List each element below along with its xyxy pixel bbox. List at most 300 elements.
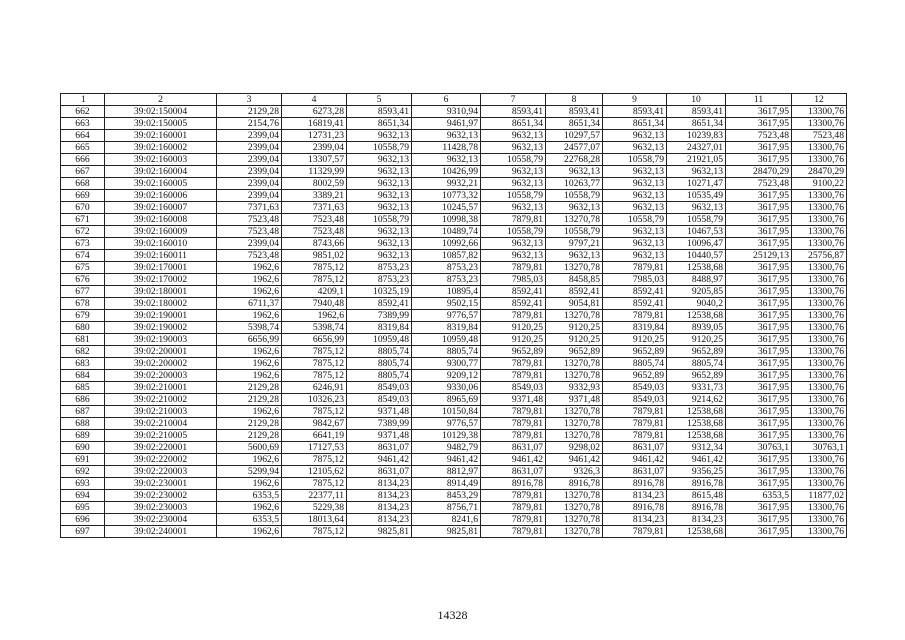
value-cell: 8592,41 (603, 286, 667, 298)
value-cell: 9776,57 (412, 418, 481, 430)
value-cell: 8134,23 (667, 514, 726, 526)
header-row (61, 94, 847, 106)
table-row (61, 322, 847, 334)
value-cell: 3617,95 (726, 466, 792, 478)
cadastral-code-cell: 39:02:200003 (105, 370, 217, 382)
value-cell: 9632,13 (347, 190, 412, 202)
value-cell: 9461,42 (667, 454, 726, 466)
value-cell: 9652,89 (546, 346, 603, 358)
value-cell: 3617,95 (726, 202, 792, 214)
table-row (61, 298, 847, 310)
table-row (61, 166, 847, 178)
cadastral-code-cell: 39:02:180002 (105, 298, 217, 310)
column-header: 8 (546, 94, 603, 106)
value-cell: 10245,57 (412, 202, 481, 214)
value-cell: 1962,6 (217, 286, 282, 298)
value-cell: 4209,1 (282, 286, 347, 298)
value-cell: 9632,13 (603, 250, 667, 262)
value-cell: 7875,12 (282, 454, 347, 466)
row-number-cell: 670 (61, 202, 105, 214)
value-cell: 3617,95 (726, 370, 792, 382)
value-cell: 13300,76 (792, 394, 847, 406)
row-number-cell: 694 (61, 490, 105, 502)
data-table (60, 93, 847, 538)
value-cell: 2399,04 (217, 178, 282, 190)
cadastral-code-cell: 39:02:160003 (105, 154, 217, 166)
value-cell: 9214,62 (667, 394, 726, 406)
value-cell: 9652,89 (481, 346, 546, 358)
column-header: 9 (603, 94, 667, 106)
value-cell: 3617,95 (726, 118, 792, 130)
value-cell: 9632,13 (603, 142, 667, 154)
cadastral-code-cell: 39:02:210004 (105, 418, 217, 430)
value-cell: 24327,01 (667, 142, 726, 154)
row-number-cell: 677 (61, 286, 105, 298)
column-header: 2 (105, 94, 217, 106)
value-cell: 13300,76 (792, 202, 847, 214)
value-cell: 7875,12 (282, 526, 347, 538)
value-cell: 8916,78 (667, 478, 726, 490)
value-cell: 10263,77 (546, 178, 603, 190)
value-cell: 8549,03 (603, 382, 667, 394)
value-cell: 8805,74 (347, 346, 412, 358)
value-cell: 7523,48 (217, 226, 282, 238)
value-cell: 9632,13 (347, 226, 412, 238)
value-cell: 9461,42 (481, 454, 546, 466)
value-cell: 12538,68 (667, 418, 726, 430)
value-cell: 1962,6 (282, 310, 347, 322)
value-cell: 10096,47 (667, 238, 726, 250)
value-cell: 8593,41 (603, 106, 667, 118)
value-cell: 21921,05 (667, 154, 726, 166)
value-cell: 9632,13 (481, 166, 546, 178)
value-cell: 10992,66 (412, 238, 481, 250)
value-cell: 8916,78 (667, 502, 726, 514)
value-cell: 7985,03 (603, 274, 667, 286)
cadastral-code-cell: 39:02:160009 (105, 226, 217, 238)
value-cell: 3617,95 (726, 430, 792, 442)
row-number-cell: 663 (61, 118, 105, 130)
value-cell: 8134,23 (603, 514, 667, 526)
row-number-cell: 668 (61, 178, 105, 190)
value-cell: 9632,13 (347, 202, 412, 214)
value-cell: 3617,95 (726, 382, 792, 394)
value-cell: 13270,78 (546, 310, 603, 322)
value-cell: 7523,48 (792, 130, 847, 142)
value-cell: 8805,74 (603, 358, 667, 370)
value-cell: 9632,13 (412, 130, 481, 142)
cadastral-code-cell: 39:02:210002 (105, 394, 217, 406)
value-cell: 6656,99 (217, 334, 282, 346)
value-cell: 6353,5 (217, 490, 282, 502)
table-row (61, 442, 847, 454)
value-cell: 8805,74 (412, 346, 481, 358)
value-cell: 11877,02 (792, 490, 847, 502)
cadastral-code-cell: 39:02:200002 (105, 358, 217, 370)
value-cell: 9332,93 (546, 382, 603, 394)
value-cell: 9209,12 (412, 370, 481, 382)
value-cell: 7879,81 (481, 430, 546, 442)
value-cell: 3617,95 (726, 298, 792, 310)
table-row (61, 490, 847, 502)
table-row (61, 454, 847, 466)
value-cell: 10467,53 (667, 226, 726, 238)
value-cell: 8756,71 (412, 502, 481, 514)
value-cell: 13270,78 (546, 418, 603, 430)
value-cell: 13300,76 (792, 190, 847, 202)
value-cell: 8593,41 (667, 106, 726, 118)
value-cell: 13300,76 (792, 526, 847, 538)
value-cell: 8593,41 (481, 106, 546, 118)
value-cell: 8592,41 (481, 298, 546, 310)
value-cell: 12731,23 (282, 130, 347, 142)
value-cell: 13300,76 (792, 298, 847, 310)
value-cell: 1962,6 (217, 262, 282, 274)
value-cell: 8134,23 (347, 478, 412, 490)
value-cell: 1962,6 (217, 310, 282, 322)
value-cell: 8592,41 (546, 286, 603, 298)
value-cell: 8753,23 (412, 274, 481, 286)
value-cell: 2129,28 (217, 430, 282, 442)
value-cell: 13300,76 (792, 514, 847, 526)
value-cell: 10558,79 (481, 154, 546, 166)
value-cell: 13300,76 (792, 430, 847, 442)
value-cell: 28470,29 (792, 166, 847, 178)
table-row (61, 178, 847, 190)
value-cell: 6246,91 (282, 382, 347, 394)
table-row (61, 214, 847, 226)
value-cell: 9632,13 (546, 166, 603, 178)
value-cell: 7879,81 (481, 502, 546, 514)
value-cell: 10426,99 (412, 166, 481, 178)
value-cell: 7879,81 (603, 526, 667, 538)
value-cell: 8965,69 (412, 394, 481, 406)
table-row (61, 346, 847, 358)
value-cell: 10895,4 (412, 286, 481, 298)
row-number-cell: 667 (61, 166, 105, 178)
value-cell: 11428,78 (412, 142, 481, 154)
value-cell: 2399,04 (217, 190, 282, 202)
value-cell: 9632,13 (667, 166, 726, 178)
value-cell: 8651,34 (347, 118, 412, 130)
value-cell: 9632,13 (481, 142, 546, 154)
row-number-cell: 692 (61, 466, 105, 478)
value-cell: 9461,42 (347, 454, 412, 466)
value-cell: 3617,95 (726, 526, 792, 538)
value-cell: 1962,6 (217, 370, 282, 382)
cadastral-code-cell: 39:02:210005 (105, 430, 217, 442)
value-cell: 10271,47 (667, 178, 726, 190)
value-cell: 5229,38 (282, 502, 347, 514)
value-cell: 3617,95 (726, 394, 792, 406)
table-row (61, 274, 847, 286)
table-row (61, 526, 847, 538)
value-cell: 8593,41 (546, 106, 603, 118)
value-cell: 3617,95 (726, 142, 792, 154)
table-row (61, 226, 847, 238)
cadastral-code-cell: 39:02:240001 (105, 526, 217, 538)
value-cell: 5600,69 (217, 442, 282, 454)
cadastral-code-cell: 39:02:230001 (105, 478, 217, 490)
value-cell: 7879,81 (481, 370, 546, 382)
value-cell: 9797,21 (546, 238, 603, 250)
value-cell: 25129,13 (726, 250, 792, 262)
cadastral-code-cell: 39:02:220002 (105, 454, 217, 466)
value-cell: 9120,25 (546, 334, 603, 346)
cadastral-code-cell: 39:02:160007 (105, 202, 217, 214)
cadastral-code-cell: 39:02:160011 (105, 250, 217, 262)
value-cell: 7875,12 (282, 370, 347, 382)
value-cell: 5398,74 (282, 322, 347, 334)
value-cell: 2399,04 (217, 154, 282, 166)
value-cell: 7875,12 (282, 262, 347, 274)
value-cell: 7371,63 (282, 202, 347, 214)
value-cell: 13300,76 (792, 466, 847, 478)
value-cell: 7879,81 (481, 418, 546, 430)
row-number-cell: 695 (61, 502, 105, 514)
cadastral-code-cell: 39:02:160002 (105, 142, 217, 154)
value-cell: 10558,79 (347, 142, 412, 154)
value-cell: 9652,89 (667, 370, 726, 382)
value-cell: 8134,23 (347, 490, 412, 502)
value-cell: 10558,79 (667, 214, 726, 226)
table-row (61, 358, 847, 370)
value-cell: 8753,23 (412, 262, 481, 274)
value-cell: 7879,81 (481, 310, 546, 322)
value-cell: 6641,19 (282, 430, 347, 442)
value-cell: 3617,95 (726, 478, 792, 490)
table-row (61, 286, 847, 298)
value-cell: 9632,13 (667, 202, 726, 214)
row-number-cell: 662 (61, 106, 105, 118)
value-cell: 7523,48 (217, 250, 282, 262)
value-cell: 3617,95 (726, 262, 792, 274)
table-row (61, 262, 847, 274)
value-cell: 30763,1 (726, 442, 792, 454)
value-cell: 9632,13 (481, 202, 546, 214)
cadastral-code-cell: 39:02:160006 (105, 190, 217, 202)
value-cell: 8241,6 (412, 514, 481, 526)
value-cell: 7389,99 (347, 418, 412, 430)
row-number-cell: 673 (61, 238, 105, 250)
value-cell: 8549,03 (347, 394, 412, 406)
value-cell: 28470,29 (726, 166, 792, 178)
value-cell: 8753,23 (347, 274, 412, 286)
value-cell: 10857,82 (412, 250, 481, 262)
table-row (61, 190, 847, 202)
value-cell: 9371,48 (546, 394, 603, 406)
value-cell: 8651,34 (667, 118, 726, 130)
value-cell: 9632,13 (412, 154, 481, 166)
table-row (61, 478, 847, 490)
row-number-cell: 697 (61, 526, 105, 538)
row-number-cell: 688 (61, 418, 105, 430)
value-cell: 9461,42 (412, 454, 481, 466)
value-cell: 12538,68 (667, 406, 726, 418)
cadastral-code-cell: 39:02:160005 (105, 178, 217, 190)
value-cell: 13300,76 (792, 478, 847, 490)
row-number-cell: 691 (61, 454, 105, 466)
value-cell: 8453,29 (412, 490, 481, 502)
row-number-cell: 682 (61, 346, 105, 358)
value-cell: 9632,13 (481, 130, 546, 142)
value-cell: 8593,41 (347, 106, 412, 118)
value-cell: 9632,13 (347, 154, 412, 166)
value-cell: 3617,95 (726, 322, 792, 334)
value-cell: 13300,76 (792, 346, 847, 358)
cadastral-code-cell: 39:02:170001 (105, 262, 217, 274)
value-cell: 13300,76 (792, 214, 847, 226)
value-cell: 7875,12 (282, 358, 347, 370)
value-cell: 10489,74 (412, 226, 481, 238)
value-cell: 12105,62 (282, 466, 347, 478)
value-cell: 17127,53 (282, 442, 347, 454)
cadastral-code-cell: 39:02:160001 (105, 130, 217, 142)
value-cell: 3617,95 (726, 310, 792, 322)
row-number-cell: 674 (61, 250, 105, 262)
value-cell: 9371,48 (347, 430, 412, 442)
column-header: 5 (347, 94, 412, 106)
value-cell: 2399,04 (217, 130, 282, 142)
cadastral-code-cell: 39:02:220003 (105, 466, 217, 478)
value-cell: 9120,25 (667, 334, 726, 346)
value-cell: 6353,5 (726, 490, 792, 502)
table-row (61, 130, 847, 142)
value-cell: 12538,68 (667, 310, 726, 322)
value-cell: 30763,1 (792, 442, 847, 454)
value-cell: 13300,76 (792, 118, 847, 130)
value-cell: 8812,97 (412, 466, 481, 478)
cadastral-code-cell: 39:02:210001 (105, 382, 217, 394)
value-cell: 13270,78 (546, 526, 603, 538)
value-cell: 3617,95 (726, 106, 792, 118)
value-cell: 8651,34 (603, 118, 667, 130)
value-cell: 1962,6 (217, 526, 282, 538)
value-cell: 8916,78 (603, 478, 667, 490)
value-cell: 13300,76 (792, 286, 847, 298)
value-cell: 10998,38 (412, 214, 481, 226)
value-cell: 9482,79 (412, 442, 481, 454)
value-cell: 13300,76 (792, 334, 847, 346)
value-cell: 7371,63 (217, 202, 282, 214)
value-cell: 7389,99 (347, 310, 412, 322)
value-cell: 9461,42 (546, 454, 603, 466)
value-cell: 9632,13 (603, 178, 667, 190)
value-cell: 7879,81 (603, 418, 667, 430)
value-cell: 8134,23 (603, 490, 667, 502)
value-cell: 13300,76 (792, 274, 847, 286)
row-number-cell: 683 (61, 358, 105, 370)
value-cell: 10558,79 (481, 190, 546, 202)
value-cell: 9632,13 (347, 130, 412, 142)
value-cell: 1962,6 (217, 358, 282, 370)
value-cell: 9632,13 (347, 166, 412, 178)
value-cell: 25756,87 (792, 250, 847, 262)
value-cell: 10440,57 (667, 250, 726, 262)
value-cell: 9632,13 (481, 178, 546, 190)
value-cell: 10558,79 (546, 226, 603, 238)
row-number-cell: 675 (61, 262, 105, 274)
table-row (61, 382, 847, 394)
value-cell: 9632,13 (481, 250, 546, 262)
table-row (61, 202, 847, 214)
value-cell: 8134,23 (347, 502, 412, 514)
column-header: 4 (282, 94, 347, 106)
value-cell: 3617,95 (726, 454, 792, 466)
value-cell: 9120,25 (481, 334, 546, 346)
value-cell: 10558,79 (603, 214, 667, 226)
table-row (61, 106, 847, 118)
value-cell: 8939,05 (667, 322, 726, 334)
row-number-cell: 665 (61, 142, 105, 154)
table-row (61, 154, 847, 166)
value-cell: 9632,13 (603, 190, 667, 202)
value-cell: 22768,28 (546, 154, 603, 166)
value-cell: 2154,76 (217, 118, 282, 130)
value-cell: 7879,81 (481, 406, 546, 418)
value-cell: 10558,79 (481, 226, 546, 238)
value-cell: 10959,48 (347, 334, 412, 346)
value-cell: 7523,48 (726, 178, 792, 190)
table-row (61, 394, 847, 406)
cadastral-code-cell: 39:02:190001 (105, 310, 217, 322)
cadastral-code-cell: 39:02:190003 (105, 334, 217, 346)
value-cell: 12538,68 (667, 262, 726, 274)
value-cell: 1962,6 (217, 406, 282, 418)
value-cell: 9054,81 (546, 298, 603, 310)
value-cell: 8631,07 (347, 466, 412, 478)
value-cell: 3617,95 (726, 154, 792, 166)
column-header: 6 (412, 94, 481, 106)
value-cell: 8753,23 (347, 262, 412, 274)
value-cell: 8805,74 (347, 358, 412, 370)
value-cell: 5398,74 (217, 322, 282, 334)
value-cell: 7879,81 (481, 214, 546, 226)
value-cell: 9776,57 (412, 310, 481, 322)
value-cell: 9310,94 (412, 106, 481, 118)
value-cell: 8916,78 (603, 502, 667, 514)
row-number-cell: 669 (61, 190, 105, 202)
value-cell: 8319,84 (412, 322, 481, 334)
column-header: 7 (481, 94, 546, 106)
value-cell: 22377,11 (282, 490, 347, 502)
cadastral-code-cell: 39:02:180001 (105, 286, 217, 298)
value-cell: 3617,95 (726, 214, 792, 226)
value-cell: 2129,28 (217, 394, 282, 406)
value-cell: 7875,12 (282, 346, 347, 358)
value-cell: 13300,76 (792, 310, 847, 322)
value-cell: 8615,48 (667, 490, 726, 502)
value-cell: 9842,67 (282, 418, 347, 430)
value-cell: 7879,81 (481, 358, 546, 370)
value-cell: 8805,74 (667, 358, 726, 370)
value-cell: 10150,84 (412, 406, 481, 418)
value-cell: 9932,21 (412, 178, 481, 190)
value-cell: 2399,04 (217, 142, 282, 154)
value-cell: 8592,41 (481, 286, 546, 298)
value-cell: 7985,03 (481, 274, 546, 286)
value-cell: 9300,77 (412, 358, 481, 370)
row-number-cell: 680 (61, 322, 105, 334)
value-cell: 13300,76 (792, 154, 847, 166)
value-cell: 12538,68 (667, 526, 726, 538)
cadastral-code-cell: 39:02:150005 (105, 118, 217, 130)
value-cell: 9825,81 (347, 526, 412, 538)
row-number-cell: 689 (61, 430, 105, 442)
value-cell: 7879,81 (603, 310, 667, 322)
row-number-cell: 690 (61, 442, 105, 454)
value-cell: 8914,49 (412, 478, 481, 490)
